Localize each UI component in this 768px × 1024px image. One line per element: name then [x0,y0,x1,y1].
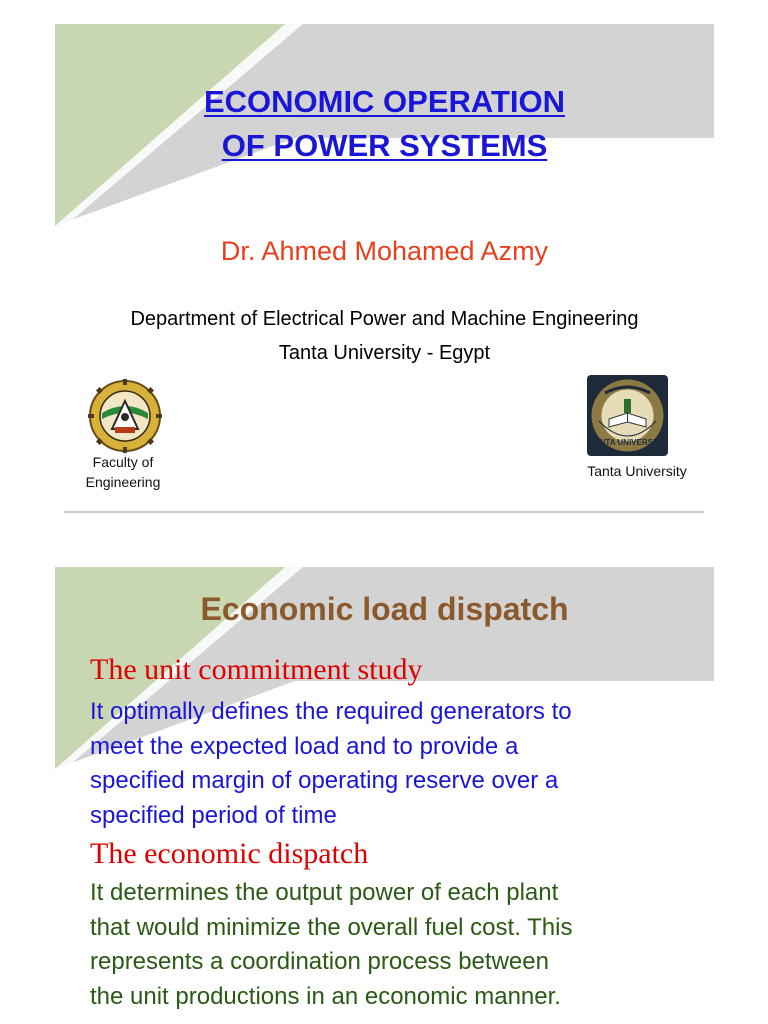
university-name: Tanta University - Egypt [278,342,491,364]
heading-economic-dispatch: The economic dispatch [90,837,369,870]
paragraph-line: It determines the output power of each plant [90,879,559,906]
paragraph-line: specified period of time [90,801,337,829]
title-line-1: ECONOMIC OPERATION [203,84,566,119]
content-slide [55,567,714,1024]
paragraph-economic-dispatch [90,876,710,1014]
university-caption: Tanta University [587,463,687,479]
paragraph-unit-commitment [90,695,710,833]
faculty-caption-line2: Engineering [85,474,161,490]
paragraph-line: specified margin of operating reserve over a [90,767,559,794]
department-name: Department of Electrical Power and Machine Engineering [130,308,639,330]
faculty-caption-line1: Faculty of [92,454,154,470]
paragraph-line: represents a coordination process between [90,948,549,975]
paragraph-line: the unit productions in an economic manner. [90,982,561,1010]
slide-separator [64,511,704,513]
tanta-university-logo-icon [587,375,668,456]
paragraph-line: It optimally defines the required generators to [90,698,572,725]
faculty-caption [63,452,183,492]
heading-unit-commitment: The unit commitment study [90,653,423,686]
university-logo-text: TANTA UNIVERSITY [589,438,666,447]
title-slide [55,24,714,494]
title-line-2: OF POWER SYSTEMS [221,128,548,163]
paragraph-line: meet the expected load and to provide a [90,732,519,760]
author-name: Dr. Ahmed Mohamed Azmy [220,236,549,266]
paragraph-line: that would minimize the overall fuel cost. This [90,913,573,941]
faculty-logo-icon [88,379,162,453]
slide-title: Economic load dispatch [200,591,569,627]
